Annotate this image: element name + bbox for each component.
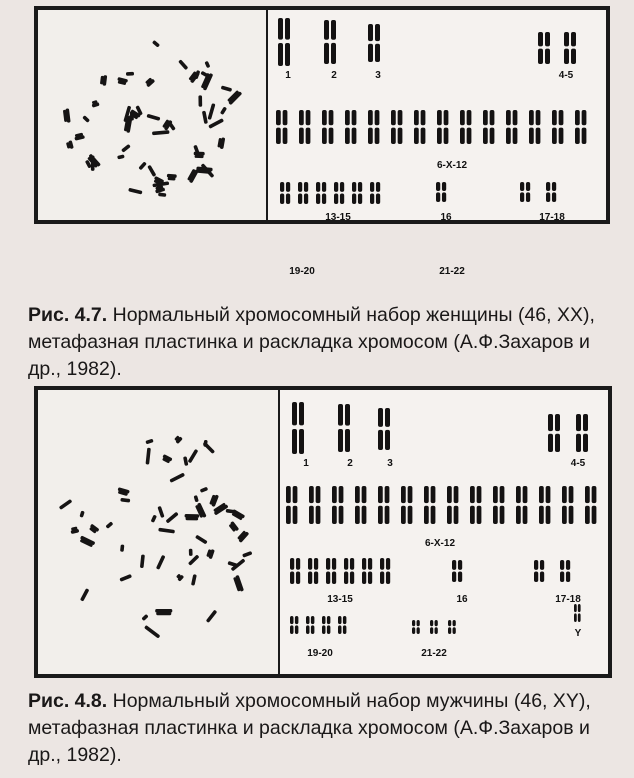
chromosome [206, 548, 215, 559]
chromosome-pair [345, 110, 356, 144]
group-label: 21-22 [439, 266, 465, 277]
chromosome [158, 528, 175, 534]
chromosome [100, 75, 107, 86]
chromosome [117, 154, 125, 159]
group-label: 2 [347, 458, 353, 469]
chromosome [226, 509, 235, 514]
group-label: 6-X-12 [424, 538, 456, 549]
chromosome-pair [585, 486, 596, 524]
metaphase-plate-image [38, 10, 266, 220]
metaphase-plate-image [38, 390, 278, 674]
chromosome [117, 487, 130, 496]
chromosome [185, 514, 200, 520]
chromosome-pair [276, 110, 287, 144]
group-label: 16 [440, 212, 452, 223]
chromosome [191, 574, 197, 586]
chromosome [140, 554, 145, 568]
chromosome [119, 574, 132, 582]
chromosome-pair [290, 616, 298, 634]
chromosome-pair [334, 182, 344, 204]
group-label: 1 [285, 70, 291, 81]
chromosome [208, 118, 224, 129]
chromosome [120, 544, 124, 551]
chromosome [236, 530, 249, 543]
chromosome-pair [298, 182, 308, 204]
chromosome-pair [378, 408, 390, 450]
figure-number: Рис. 4.7. [28, 304, 108, 326]
chromosome [117, 77, 128, 86]
chromosome [151, 515, 157, 523]
figure-4-8 [34, 386, 612, 678]
chromosome [145, 439, 153, 445]
chromosome-pair [299, 110, 310, 144]
chromosome [79, 535, 96, 547]
chromosome [217, 137, 225, 149]
chromosome [195, 535, 208, 545]
chromosome-pair [280, 182, 290, 204]
chromosome-pair [534, 560, 544, 582]
chromosome-pair [564, 32, 576, 64]
chromosome-pair [560, 560, 570, 582]
caption-text: Нормальный хромосомный набор женщины (46, XX), метафазная пластинка и раскладка хромосом (А.Ф.Захаров и др., 1982). [28, 304, 595, 380]
group-label: 21-22 [421, 648, 447, 659]
chromosome-pair [278, 18, 290, 66]
group-label: Y [574, 628, 582, 639]
karyotype-male [278, 388, 610, 676]
chromosome [126, 72, 134, 76]
chromosome-pair [447, 486, 458, 524]
chromosome [156, 555, 166, 570]
figure-number: Рис. 4.8. [28, 690, 108, 712]
chromosome [91, 156, 95, 171]
chromosome-pair [370, 182, 380, 204]
chromosome [157, 506, 164, 518]
chromosome [82, 115, 90, 123]
chromosome [63, 108, 71, 123]
chromosome [207, 103, 215, 120]
chromosome [226, 89, 242, 105]
chromosome [202, 111, 208, 124]
group-label: 3 [387, 458, 393, 469]
group-label: 13-15 [327, 594, 353, 605]
chromosome-pair [574, 604, 581, 622]
chromosome [147, 165, 156, 177]
chromosome [200, 487, 208, 493]
chromosome [209, 494, 219, 508]
chromosome-pair [401, 486, 412, 524]
group-label: 2 [331, 70, 337, 81]
chromosome [155, 609, 172, 615]
chromosome [175, 573, 184, 582]
chromosome [242, 551, 252, 558]
chromosome [105, 521, 113, 529]
chromosome-pair [308, 558, 318, 584]
group-label: 1 [303, 458, 309, 469]
chromosome [189, 549, 193, 556]
chromosome-pair [430, 620, 438, 634]
chromosome-pair [309, 486, 320, 524]
chromosome-pair [437, 110, 448, 144]
chromosome-pair [412, 620, 420, 634]
chromosome-pair [460, 110, 471, 144]
chromosome [152, 40, 160, 48]
chromosome [79, 511, 84, 518]
chromosome [128, 188, 142, 195]
chromosome [144, 625, 160, 639]
chromosome-pair [516, 486, 527, 524]
chromosome [194, 152, 205, 159]
chromosome [188, 449, 199, 464]
chromosome [169, 473, 185, 483]
chromosome [141, 614, 148, 621]
chromosome [196, 167, 213, 175]
chromosome [121, 144, 131, 153]
chromosome [120, 498, 130, 503]
chromosome [204, 61, 210, 68]
chromosome [166, 512, 179, 524]
chromosome [158, 192, 166, 197]
group-label: 19-20 [289, 266, 315, 277]
figure-caption [28, 302, 616, 383]
chromosome [183, 456, 188, 466]
chromosome [146, 114, 160, 121]
chromosome-pair [352, 182, 362, 204]
karyotype-female [266, 8, 608, 277]
chromosome-pair [436, 182, 446, 202]
chromosome [167, 174, 177, 181]
chromosome-pair [306, 616, 314, 634]
group-label: 6-X-12 [436, 160, 468, 171]
chromosome [187, 168, 199, 184]
chromosome [146, 448, 151, 465]
chromosome [66, 140, 74, 150]
chromosome [173, 435, 182, 444]
chromosome-pair [548, 414, 560, 452]
group-label: 4-5 [570, 458, 586, 469]
chromosome-pair [546, 182, 556, 202]
chromosome-pair [355, 486, 366, 524]
chromosome [59, 499, 73, 510]
metaphase-plate-male [36, 388, 280, 676]
chromosome-pair [322, 110, 333, 144]
chromosome [161, 454, 172, 464]
chromosome-pair [362, 558, 372, 584]
chromosome-pair [290, 558, 300, 584]
chromosome-pair [529, 110, 540, 144]
chromosome-pair [538, 32, 550, 64]
metaphase-plate-female [36, 8, 268, 222]
group-label: 4-5 [558, 70, 574, 81]
chromosome [220, 106, 227, 115]
chromosome [194, 495, 199, 502]
chromosome-pair [575, 110, 586, 144]
group-label: 19-20 [307, 648, 333, 659]
group-label: 16 [456, 594, 468, 605]
karyotype-image [280, 390, 608, 674]
group-label: 3 [375, 70, 381, 81]
chromosome [70, 526, 79, 534]
chromosome-pair [520, 182, 530, 202]
chromosome [74, 132, 85, 140]
chromosome-pair [452, 560, 462, 582]
chromosome-pair [539, 486, 550, 524]
chromosome-pair [324, 20, 336, 64]
group-label: 17-18 [539, 212, 565, 223]
chromosome-pair [576, 414, 588, 452]
figure-caption [28, 688, 616, 769]
chromosome [233, 575, 244, 593]
chromosome-pair [391, 110, 402, 144]
chromosome-pair [316, 182, 326, 204]
figure-4-7 [34, 6, 610, 277]
chromosome-pair [470, 486, 481, 524]
chromosome [178, 59, 188, 70]
chromosome-pair [552, 110, 563, 144]
chromosome-pair [368, 24, 380, 62]
chromosome-pair [344, 558, 354, 584]
chromosome-pair [448, 620, 456, 634]
chromosome-pair [292, 402, 304, 454]
karyotype-image [268, 10, 606, 220]
chromosome-pair [322, 616, 330, 634]
chromosome [228, 521, 239, 533]
chromosome [138, 161, 147, 170]
chromosome-pair [338, 404, 350, 452]
chromosome [188, 554, 200, 565]
chromosome [144, 77, 155, 88]
group-label: 17-18 [555, 594, 581, 605]
chromosome [221, 85, 232, 91]
chromosome-pair [326, 558, 336, 584]
chromosome-pair [368, 110, 379, 144]
chromosome-pair [332, 486, 343, 524]
chromosome-pair [506, 110, 517, 144]
chromosome [206, 610, 218, 623]
caption-text: Нормальный хромосомный набор мужчины (46, XY), метафазная пластинка и раскладка хромосом (А.Ф.Захаров и др., 1982). [28, 690, 591, 766]
chromosome [152, 130, 170, 135]
chromosome [91, 100, 100, 108]
chromosome [88, 524, 99, 535]
chromosome-pair [493, 486, 504, 524]
chromosome-pair [483, 110, 494, 144]
chromosome-pair [286, 486, 297, 524]
chromosome-pair [338, 616, 346, 634]
chromosome-pair [562, 486, 573, 524]
chromosome [80, 588, 89, 601]
chromosome-pair [414, 110, 425, 144]
chromosome-pair [380, 558, 390, 584]
chromosome-pair [378, 486, 389, 524]
chromosome [198, 95, 202, 106]
group-label: 13-15 [325, 212, 351, 223]
chromosome-pair [424, 486, 435, 524]
